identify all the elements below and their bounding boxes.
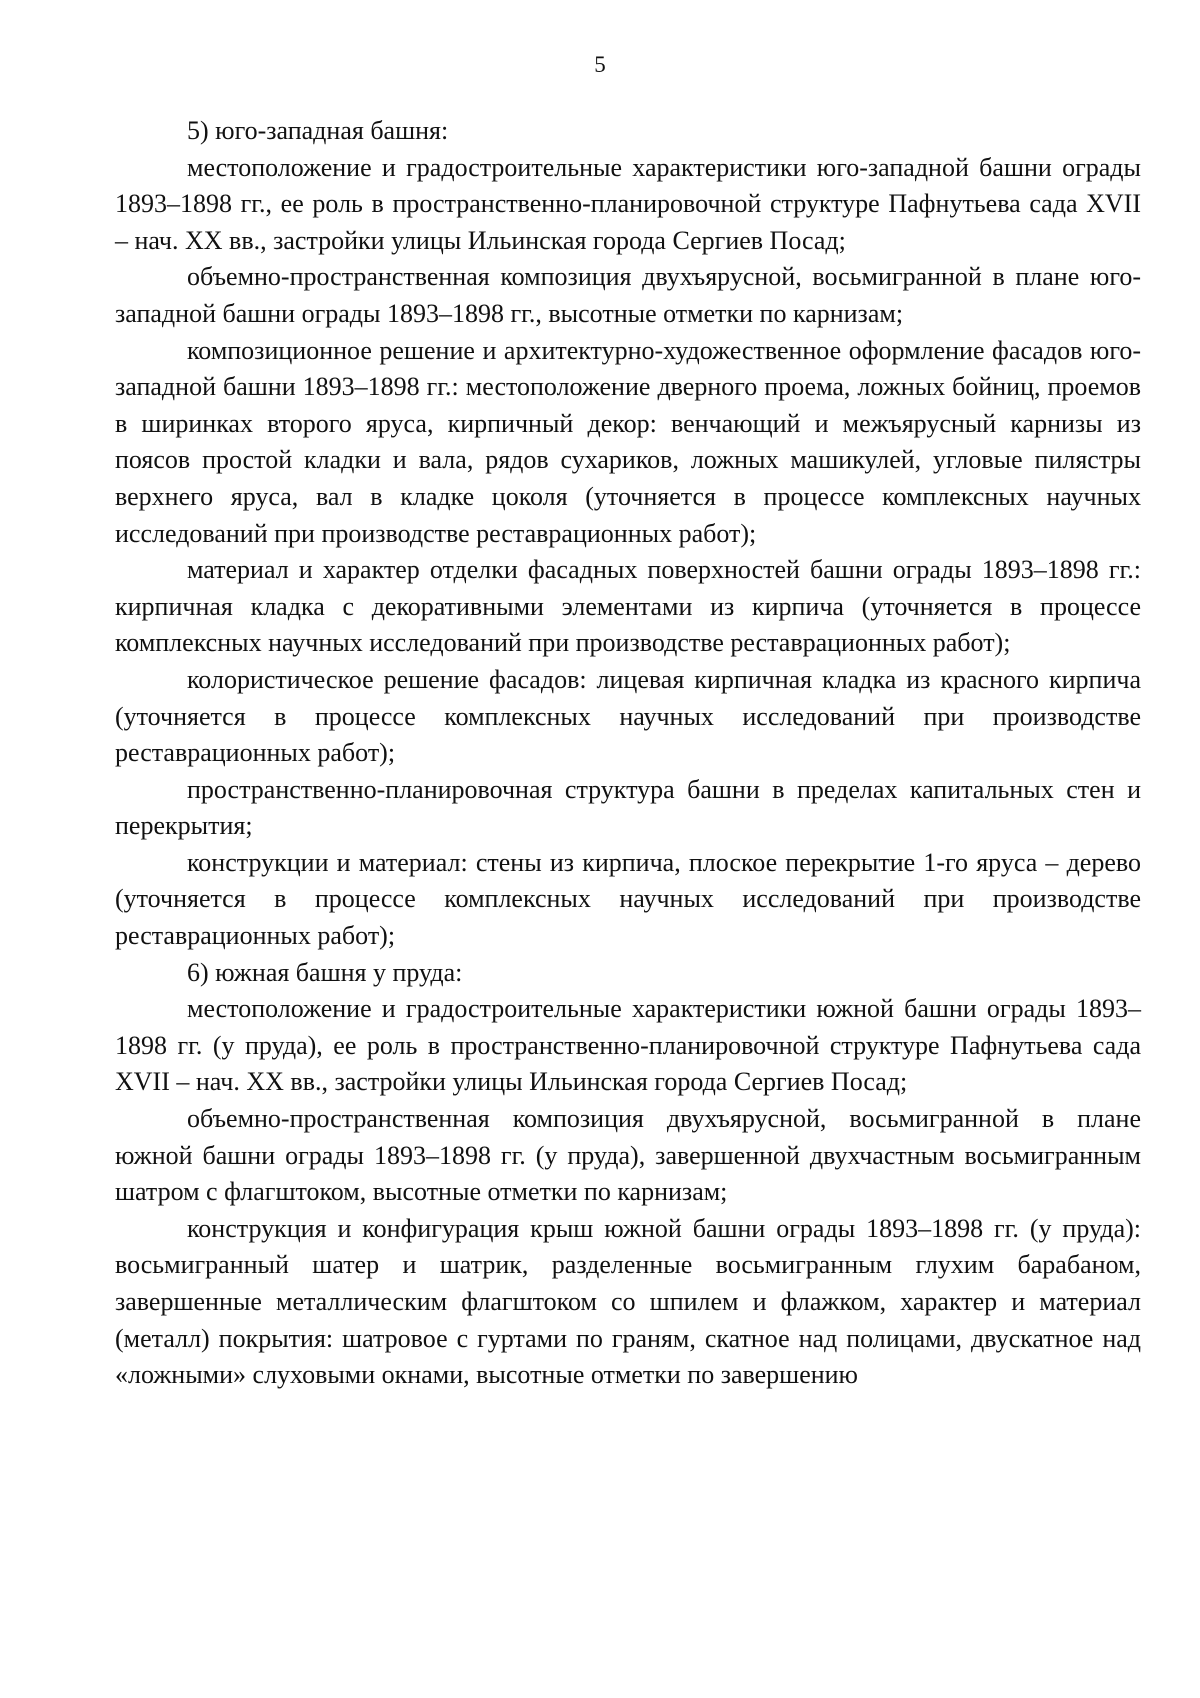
paragraph-volume-composition: объемно-пространственная композиция двухъярусной, восьмигранной в плане юго-западной башни ограды 1893–1898 гг., высотные отметки по карнизам;: [115, 262, 1141, 328]
paragraph-south-roofs: конструкция и конфигурация крыш южной башни ограды 1893–1898 гг. (у пруда): восьмигранный шатер и шатрик, разделенные восьмигранным глухим барабаном, завершенные металлическим флагштоком со шпилем и флажком, характер и материал (металл) покрытия: шатровое с гуртами по граням, скатное над полицами, двускатное над «ложными» слуховыми окнами, высотные отметки по завершению: [115, 1213, 1141, 1390]
paragraph-facade-design: композиционное решение и архитектурно-художественное оформление фасадов юго-западной башни 1893–1898 гг.: местоположение дверного проема, ложных бойниц, проемов в ширинках второго яруса, кирпичный декор: венчающий и межъярусный карнизы из поясов простой кладки и вала, рядов сухариков, ложных машикулей, угловые пилястры верхнего яруса, вал в кладке цоколя (уточняется в процессе комплексных научных исследований при производстве реставрационных работ);: [115, 335, 1141, 548]
paragraph-facade-material: материал и характер отделки фасадных поверхностей башни ограды 1893–1898 гг.: кирпичная кладка с декоративными элементами из кирпича (уточняется в процессе комплексных научных исследований при производстве реставрационных работ);: [115, 555, 1141, 658]
subheading-south-tower: 6) южная башня у пруда:: [187, 957, 463, 987]
paragraph-constructions: конструкции и материал: стены из кирпича, плоское перекрытие 1-го яруса – дерево (уточняется в процессе комплексных научных исследований при производстве реставрационных работ);: [115, 847, 1141, 951]
paragraph-planning-structure: пространственно-планировочная структура башни в пределах капитальных стен и перекрытия;: [115, 774, 1141, 841]
page-number: 5: [594, 52, 606, 77]
body-text: [115, 113, 1141, 1394]
subheading-southwest-tower: 5) юго-западная башня:: [187, 116, 449, 145]
paragraph-south-location: местоположение и градостроительные характеристики южной башни ограды 1893–1898 гг. (у пруда), ее роль в пространственно-планировочной структуре Пафнутьева сада XVII – нач. XX вв., застройки улицы Ильинская города Сергиев Посад;: [115, 994, 1141, 1097]
paragraph-south-volume-composition: объемно-пространственная композиция двухъярусной, восьмигранной в плане южной башни ограды 1893–1898 гг. (у пруда), завершенной двухчастным восьмигранным шатром с флагштоком, высотные отметки по карнизам;: [115, 1104, 1141, 1207]
paragraph-color-scheme: колористическое решение фасадов: лицевая кирпичная кладка из красного кирпича (уточняется в процессе комплексных научных исследований при производстве реставрационных работ);: [115, 664, 1141, 768]
paragraph-location: местоположение и градостроительные характеристики юго-западной башни ограды 1893–1898 гг., ее роль в пространственно-планировочной структуре Пафнутьева сада XVII – нач. XX вв., застройки улицы Ильинская города Сергиев Посад;: [115, 152, 1141, 255]
